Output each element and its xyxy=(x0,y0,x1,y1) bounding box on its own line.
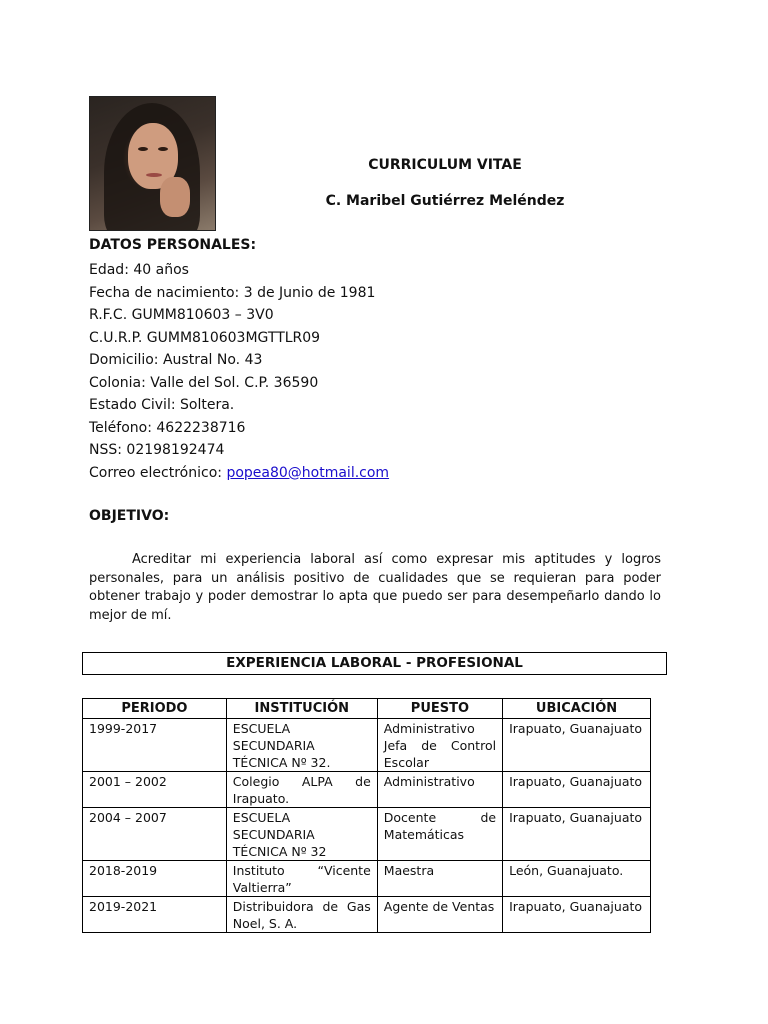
candidate-name: C. Maribel Gutiérrez Meléndez xyxy=(325,193,565,209)
objective-heading: OBJETIVO: xyxy=(89,508,170,524)
address-line: Domicilio: Austral No. 43 xyxy=(89,352,263,368)
puesto-cell: Agente de Ventas xyxy=(377,897,502,933)
puesto-cell: Administrativo Jefa de Control Escolar xyxy=(377,719,502,772)
ubicacion-cell: Irapuato, Guanajuato xyxy=(503,897,651,933)
colonia-line: Colonia: Valle del Sol. C.P. 36590 xyxy=(89,374,319,391)
table-row xyxy=(83,808,651,861)
puesto-cell: Maestra xyxy=(377,861,502,897)
table-row xyxy=(83,772,651,808)
civil-status-line: Estado Civil: Soltera. xyxy=(89,397,235,413)
puesto-cell: Docente de Matemáticas xyxy=(377,808,502,861)
table-row xyxy=(83,719,651,772)
personal-data-list xyxy=(89,259,389,484)
institucion-cell: ESCUELA SECUNDARIA TÉCNICA Nº 32. xyxy=(226,719,377,772)
institucion-cell: Colegio ALPA de Irapuato. xyxy=(226,772,377,808)
rfc-line: R.F.C. GUMM810603 – 3V0 xyxy=(89,307,274,323)
puesto-cell: Administrativo xyxy=(377,772,502,808)
institucion-cell: ESCUELA SECUNDARIA TÉCNICA Nº 32 xyxy=(226,808,377,861)
personal-data-heading: DATOS PERSONALES: xyxy=(89,237,257,253)
ubicacion-cell: Irapuato, Guanajuato xyxy=(503,772,651,808)
ubicacion-cell: León, Guanajuato. xyxy=(503,861,651,897)
experience-table xyxy=(82,698,651,933)
ubicacion-cell: Irapuato, Guanajuato xyxy=(503,719,651,772)
age-line: Edad: 40 años xyxy=(89,262,189,278)
document-title: CURRICULUM VITAE xyxy=(368,157,522,173)
column-header-institucion: INSTITUCIÓN xyxy=(226,699,377,719)
column-header-puesto: PUESTO xyxy=(377,699,502,719)
table-row xyxy=(83,861,651,897)
institucion-cell: Distribuidora de Gas Noel, S. A. xyxy=(226,897,377,933)
nss-line: NSS: 02198192474 xyxy=(89,442,225,458)
periodo-cell: 1999-2017 xyxy=(83,719,227,772)
birthdate-line: Fecha de nacimiento: 3 de Junio de 1981 xyxy=(89,284,376,301)
curp-line: C.U.R.P. GUMM810603MGTTLR09 xyxy=(89,329,321,346)
objective-paragraph xyxy=(89,551,661,625)
email-link[interactable]: popea80@hotmail.com xyxy=(226,464,390,481)
table-row xyxy=(83,897,651,933)
periodo-cell: 2004 – 2007 xyxy=(83,808,227,861)
objective-text: Acreditar mi experiencia laboral así como expresar mis aptitudes y logros personales, para un análisis positivo de cualidades que se requieran para poder obtener trabajo y poder demostrar lo apta que puedo ser para desempeñarlo dando lo mejor de mí. xyxy=(89,552,661,623)
column-header-ubicacion: UBICACIÓN xyxy=(503,699,651,719)
experience-heading: EXPERIENCIA LABORAL - PROFESIONAL xyxy=(82,652,667,675)
periodo-cell: 2018-2019 xyxy=(83,861,227,897)
profile-photo xyxy=(89,96,216,231)
periodo-cell: 2001 – 2002 xyxy=(83,772,227,808)
table-header-row xyxy=(83,699,651,719)
email-line xyxy=(89,462,389,485)
periodo-cell: 2019-2021 xyxy=(83,897,227,933)
column-header-periodo: PERIODO xyxy=(83,699,227,719)
email-label: Correo electrónico: xyxy=(89,464,227,481)
institucion-cell: Instituto “Vicente Valtierra” xyxy=(226,861,377,897)
ubicacion-cell: Irapuato, Guanajuato xyxy=(503,808,651,861)
phone-line: Teléfono: 4622238716 xyxy=(89,419,246,436)
